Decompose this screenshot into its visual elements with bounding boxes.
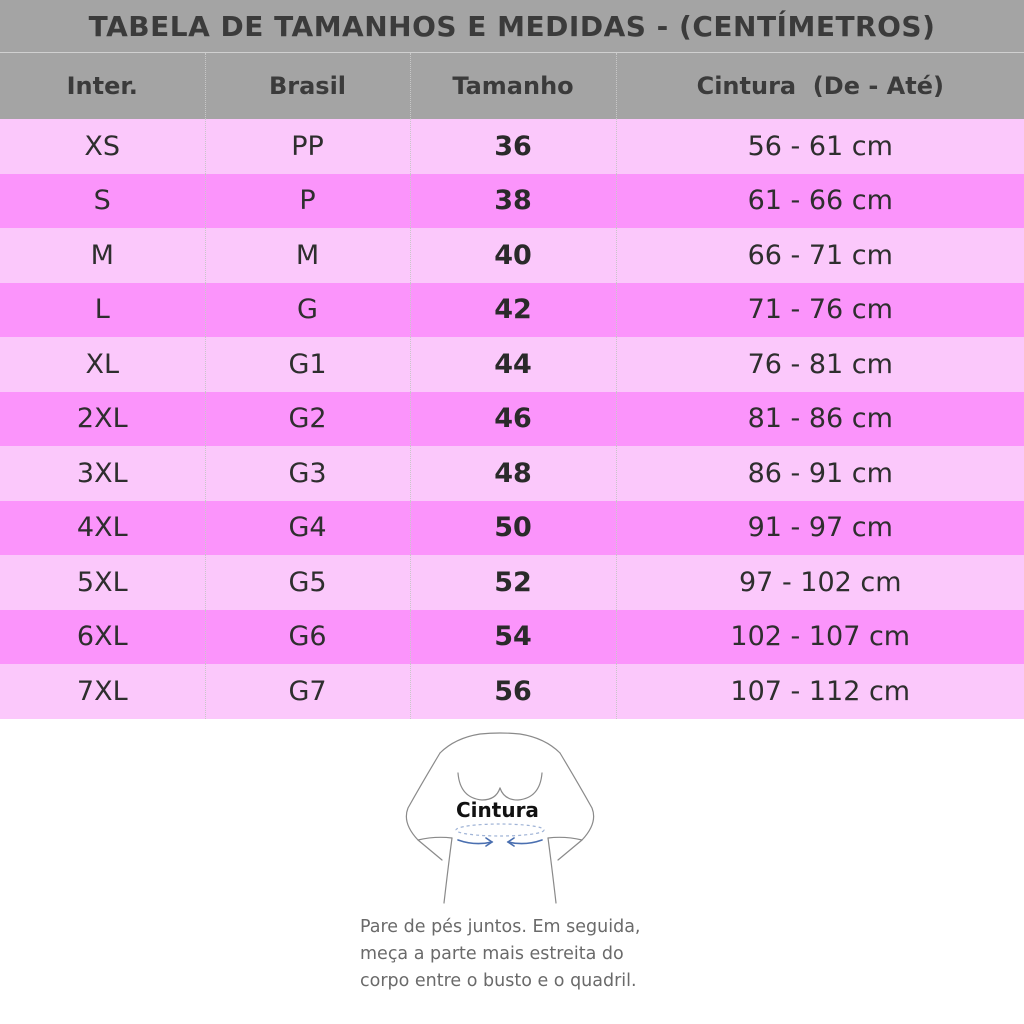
cell-tamanho: 36 [410, 119, 616, 174]
table-row [0, 501, 1024, 556]
cell-inter: S [0, 174, 205, 229]
table-row [0, 664, 1024, 719]
cell-inter: 4XL [0, 501, 205, 556]
cell-cintura: 71 - 76 cm [616, 283, 1024, 338]
cell-tamanho: 40 [410, 228, 616, 283]
measurement-instructions: Pare de pés juntos. Em seguida, meça a parte mais estreita do corpo entre o busto e o quadril. [360, 917, 641, 991]
cell-tamanho: 44 [410, 337, 616, 392]
cell-tamanho: 50 [410, 501, 616, 556]
cell-brasil: G6 [205, 610, 410, 665]
cell-cintura: 86 - 91 cm [616, 446, 1024, 501]
table-title: TABELA DE TAMANHOS E MEDIDAS - (CENTÍMETROS) [0, 0, 1024, 53]
cell-tamanho: 56 [410, 664, 616, 719]
waist-label: Cintura [456, 798, 539, 822]
cell-brasil: G5 [205, 555, 410, 610]
cell-cintura: 76 - 81 cm [616, 337, 1024, 392]
cell-tamanho: 52 [410, 555, 616, 610]
header-tamanho: Tamanho [410, 53, 616, 120]
header-brasil: Brasil [205, 53, 410, 120]
cell-inter: 6XL [0, 610, 205, 665]
cell-cintura: 91 - 97 cm [616, 501, 1024, 556]
table-row [0, 283, 1024, 338]
cell-brasil: G4 [205, 501, 410, 556]
cell-inter: 2XL [0, 392, 205, 447]
cell-cintura: 56 - 61 cm [616, 119, 1024, 174]
table-row [0, 392, 1024, 447]
cell-tamanho: 54 [410, 610, 616, 665]
table-body [0, 119, 1024, 719]
cell-brasil: G7 [205, 664, 410, 719]
table-row [0, 228, 1024, 283]
header-cintura: Cintura (De - Até) [616, 53, 1024, 120]
table-row [0, 337, 1024, 392]
table-row [0, 555, 1024, 610]
table-row [0, 446, 1024, 501]
cell-inter: XL [0, 337, 205, 392]
cell-inter: 3XL [0, 446, 205, 501]
cell-tamanho: 38 [410, 174, 616, 229]
cell-brasil: G [205, 283, 410, 338]
cell-inter: M [0, 228, 205, 283]
cell-tamanho: 42 [410, 283, 616, 338]
table-row [0, 174, 1024, 229]
cell-brasil: G1 [205, 337, 410, 392]
cell-cintura: 102 - 107 cm [616, 610, 1024, 665]
cell-inter: XS [0, 119, 205, 174]
cell-cintura: 66 - 71 cm [616, 228, 1024, 283]
cell-brasil: G2 [205, 392, 410, 447]
table-row [0, 119, 1024, 174]
cell-tamanho: 46 [410, 392, 616, 447]
cell-cintura: 97 - 102 cm [616, 555, 1024, 610]
table-row [0, 610, 1024, 665]
cell-brasil: G3 [205, 446, 410, 501]
cell-brasil: PP [205, 119, 410, 174]
cell-inter: 7XL [0, 664, 205, 719]
cell-cintura: 61 - 66 cm [616, 174, 1024, 229]
cell-inter: L [0, 283, 205, 338]
cell-inter: 5XL [0, 555, 205, 610]
header-inter: Inter. [0, 53, 205, 120]
cell-cintura: 107 - 112 cm [616, 664, 1024, 719]
cell-brasil: P [205, 174, 410, 229]
cell-brasil: M [205, 228, 410, 283]
cell-tamanho: 48 [410, 446, 616, 501]
cell-cintura: 81 - 86 cm [616, 392, 1024, 447]
